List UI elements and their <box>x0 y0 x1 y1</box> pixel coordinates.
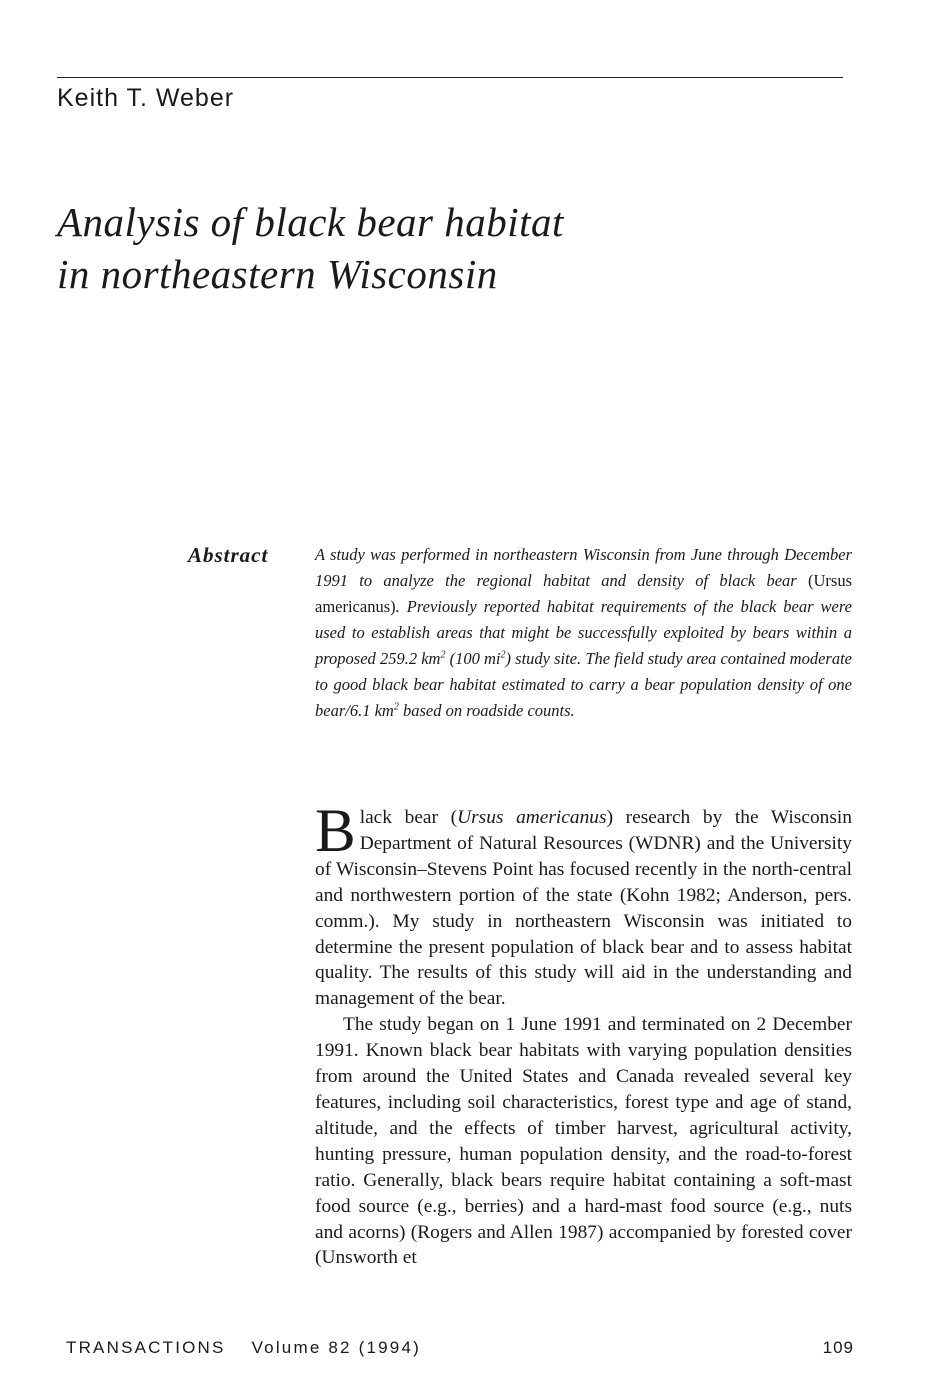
abstract-part-2: . Previously reported habitat requirements of the black bear were used to establish areas that might be successfully exploited by bears within a proposed 259.2 km <box>315 597 852 668</box>
body-text <box>315 798 852 1271</box>
abstract-part-5: based on roadside counts. <box>398 701 575 720</box>
title-line-1: Analysis of black bear habitat <box>57 199 564 245</box>
abstract-superscript-2: 2 <box>500 649 506 661</box>
abstract-part-3: (100 mi <box>445 649 501 668</box>
journal-name: TRANSACTIONS <box>66 1338 226 1357</box>
body-paragraph-2: The study began on 1 June 1991 and terminated on 2 December 1991. Known black bear habitats with varying population densities from around the United States and Canada revealed several key features, including soil characteristics, forest type and age of stand, altitude, and the effects of timber harvest, agricultural activity, hunting pressure, human population density, and the road-to-forest ratio. Generally, black bears require habitat containing a soft-mast food source (e.g., berries) and a hard-mast food source (e.g., nuts and acorns) (Rogers and Allen 1987) accompanied by forested cover (Unsworth et <box>315 1014 852 1269</box>
abstract-part-1: A study was performed in northeastern Wisconsin from June through December 1991 to analyze the regional habitat and density of black bear <box>315 545 852 590</box>
abstract-label: Abstract <box>188 543 269 567</box>
abstract-text <box>315 542 852 724</box>
author-name: Keith T. Weber <box>57 84 235 112</box>
abstract-superscript-3: 2 <box>393 701 399 713</box>
drop-cap: B <box>315 798 356 865</box>
footer-journal <box>66 1337 421 1359</box>
body-p1-rest: ) research by the Wisconsin Department of Natural Resources (WDNR) and the University of Wisconsin–Stevens Point has focused recently in the north-central and northwestern portion of the state (Kohn 1982; Anderson, pers. comm.). My study in northeastern Wisconsin was initiated to determine the present population of black bear and to assess habitat quality. The results of this study will aid in the understanding and management of the bear. <box>315 807 852 1010</box>
header-rule <box>57 77 843 78</box>
abstract-superscript-1: 2 <box>440 649 446 661</box>
body-species-name: Ursus americanus <box>457 807 607 828</box>
body-p1-start: lack bear ( <box>359 807 458 828</box>
title-line-2: in northeastern Wisconsin <box>57 251 498 297</box>
article-title <box>57 196 877 300</box>
page-number: 109 <box>822 1338 854 1357</box>
abstract-species-name: (Ursus americanus) <box>315 571 852 616</box>
journal-volume: Volume 82 (1994) <box>251 1338 421 1357</box>
body-paragraph-1 <box>315 798 852 1012</box>
abstract-part-4: ) study site. The field study area contained moderate to good black bear habitat estimated to carry a bear population density of one bear/6.1 km <box>315 649 852 720</box>
